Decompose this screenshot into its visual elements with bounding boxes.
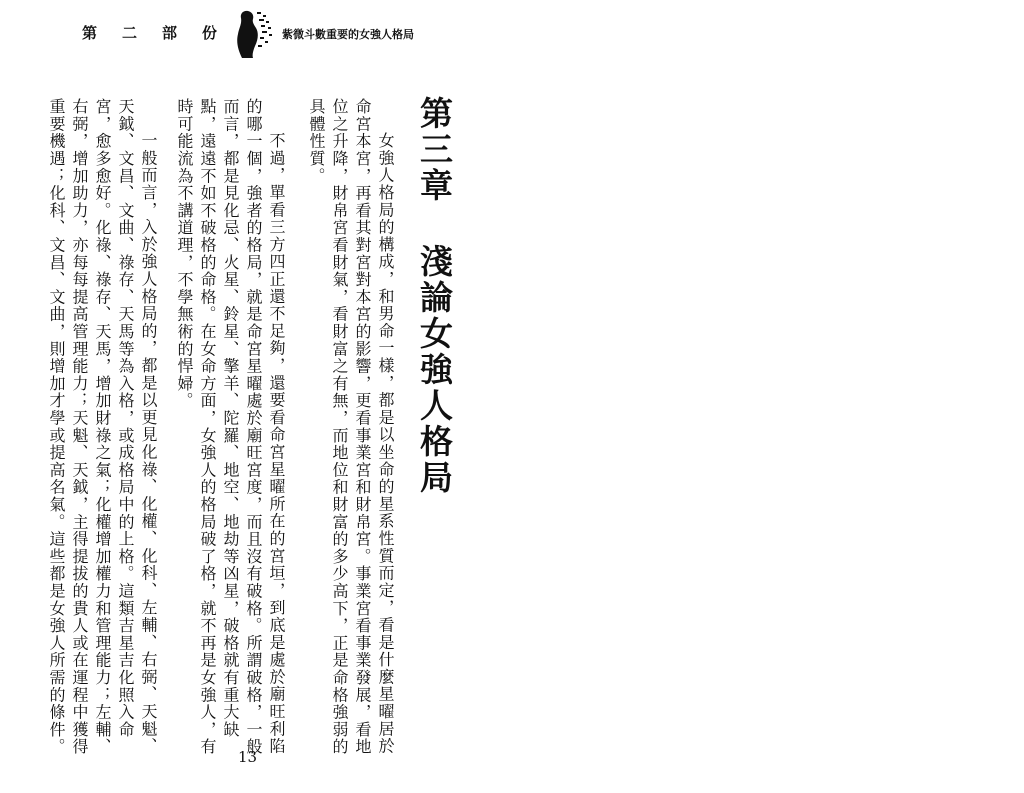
text-column: 天鉞、文昌、文曲、祿存、天馬等為入格，或成格局中的上格。這類吉星吉化照入命: [116, 98, 135, 739]
text-column: 的哪一個，強者的格局，就是命宮星曜處於廟旺宮度，而且沒有破格。所謂破格，一般: [244, 98, 263, 756]
book-page: [0, 0, 470, 793]
chapter-number: 第三章: [415, 96, 454, 204]
text-column: 具體性質。: [307, 98, 326, 185]
header-char: 二: [122, 24, 138, 42]
text-column: 而言，都是見化忌、火星、鈴星、擎羊、陀羅、地空、地劫等凶星，破格就有重大缺: [221, 98, 240, 739]
chapter-heading: [414, 96, 454, 496]
text-column: 點，遠遠不如不破格的命格。在女命方面，女強人的格局破了格，就不再是女強人，有: [198, 98, 217, 756]
text-column: 宮，愈多愈好。化祿、祿存、天馬，增加財祿之氣；化權增加權力和管理能力；左輔、: [93, 98, 112, 756]
text-column: 時可能流為不講道理，不學無術的悍婦。: [175, 98, 194, 410]
text-column: 女強人格局的構成，和男命一樣，都是以坐命的星系性質而定，看是什麼星曜居於: [376, 132, 395, 755]
woman-silhouette-logo: [228, 6, 276, 58]
text-column: 命宮本宮，再看其對宮對本宮的影響，更看事業宮和財帛宮。事業宮看事業發展，看地: [353, 98, 372, 756]
text-column: 不過，單看三方四正還不足夠，還要看命宮星曜所在的宮垣，到底是處於廟旺利陷: [267, 132, 286, 755]
header-char: 第: [82, 24, 98, 42]
page-number: 13: [238, 748, 258, 766]
header-char: 份: [202, 24, 218, 42]
text-column: 位之升降，財帛宮看財氣，看財富之有無，而地位和財富的多少高下，正是命格強弱的: [330, 98, 349, 756]
chapter-title: 淺論女強人格局: [415, 244, 454, 496]
text-column: 右弼，增加助力，亦每每提高管理能力；天魁、天鉞，主得提拔的貴人或在運程中獲得: [70, 98, 89, 756]
text-column: 重要機遇；化科、文昌、文曲，則增加才學或提高名氣。這些都是女強人所需的條件。: [47, 98, 66, 756]
running-header-part: [82, 22, 242, 43]
running-header-book-title: 紫微斗數重要的女強人格局: [282, 28, 414, 41]
text-column: 一般而言，入於強人格局的，都是以更見化祿、化權、化科、左輔、右弼、天魁、: [139, 132, 158, 755]
header-char: 部: [162, 24, 178, 42]
